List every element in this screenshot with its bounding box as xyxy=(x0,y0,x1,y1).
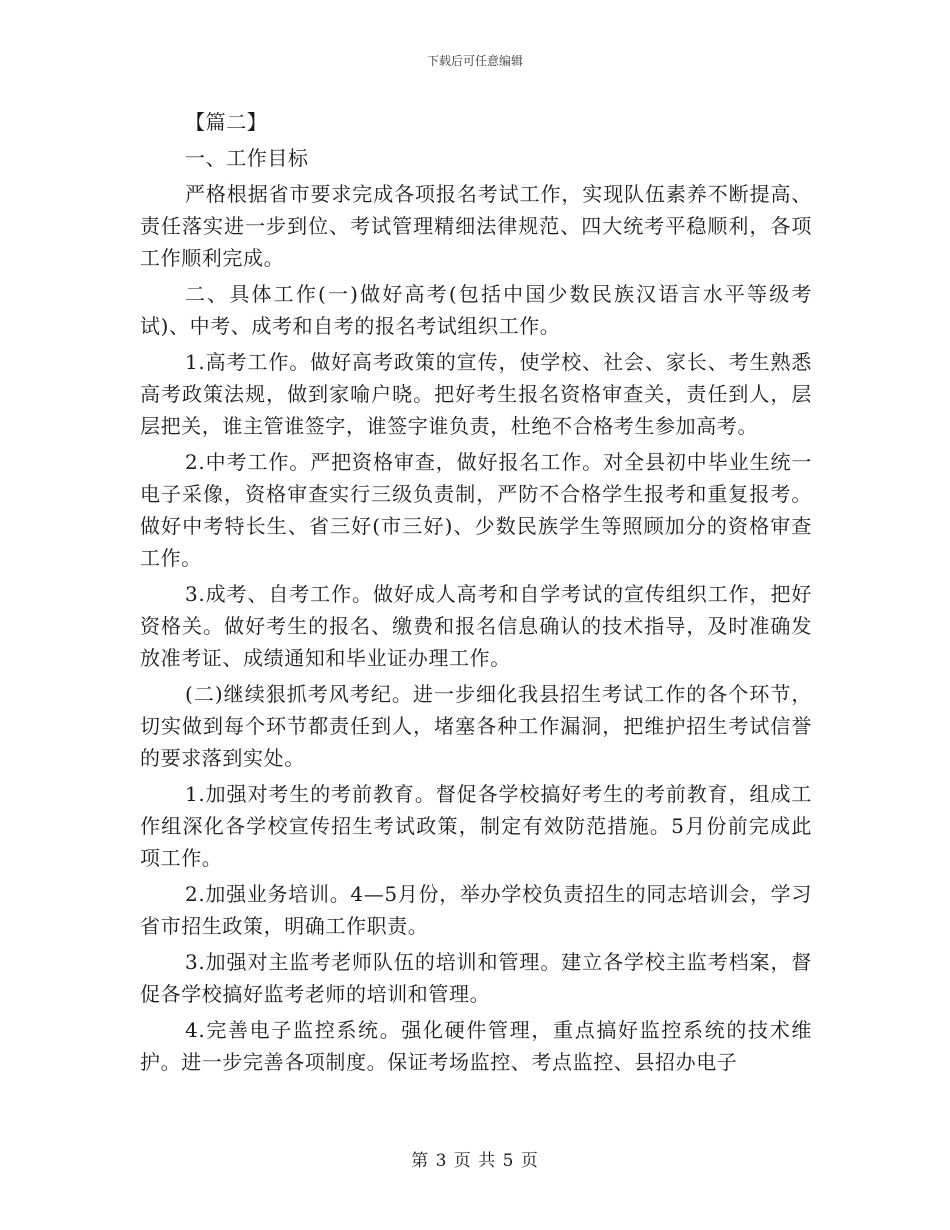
paragraph-pre-exam-education: 1.加强对考生的考前教育。督促各学校搞好考生的考前教育，组成工作组深化各学校宣传招生考试政策，制定有效防范措施。5月份前完成此项工作。 xyxy=(140,782,812,870)
paragraph-specific-work: 二、具体工作(一)做好高考(包括中国少数民族汉语言水平等级考试)、中考、成考和自考的报名考试组织工作。 xyxy=(140,282,812,338)
document-body xyxy=(140,106,812,1082)
paragraph-exam-discipline: (二)继续狠抓考风考纪。进一步细化我县招生考试工作的各个环节，切实做到每个环节都责任到人，堵塞各种工作漏洞，把维护招生考试信誉的要求落到实处。 xyxy=(140,682,812,770)
paragraph-invigilator-management: 3.加强对主监考老师队伍的培训和管理。建立各学校主监考档案，督促各学校搞好监考老师的培训和管理。 xyxy=(140,950,812,1006)
paragraph-gaokao: 1.高考工作。做好高考政策的宣传，使学校、社会、家长、考生熟悉高考政策法规，做到家喻户晓。把好考生报名资格审查关，责任到人，层层把关，谁主管谁签字，谁签字谁负责，杜绝不合格考生参加高考。 xyxy=(140,350,812,438)
paragraph-training: 2.加强业务培训。4—5月份，举办学校负责招生的同志培训会，学习省市招生政策，明确工作职责。 xyxy=(140,882,812,938)
paragraph-zhongkao: 2.中考工作。严把资格审查，做好报名工作。对全县初中毕业生统一电子采像，资格审查实行三级负责制，严防不合格学生报考和重复报考。做好中考特长生、省三好(市三好)、少数民族学生等照顾加分的资格审查工作。 xyxy=(140,450,812,570)
section-heading-part-two: 【篇二】 xyxy=(185,110,268,134)
paragraph-goals: 严格根据省市要求完成各项报名考试工作，实现队伍素养不断提高、责任落实进一步到位、考试管理精细法律规范、四大统考平稳顺利，各项工作顺利完成。 xyxy=(140,182,812,270)
page-number: 第 3 页 共 5 页 xyxy=(411,1151,539,1171)
paragraph-monitoring-system: 4.完善电子监控系统。强化硬件管理，重点搞好监控系统的技术维护。进一步完善各项制度。保证考场监控、考点监控、县招办电子 xyxy=(140,1018,812,1074)
page-header: 下载后可任意编辑 xyxy=(426,54,523,68)
section-heading-work-goals: 一、工作目标 xyxy=(185,146,309,170)
paragraph-adult-exam: 3.成考、自考工作。做好成人高考和自学考试的宣传组织工作，把好资格关。做好考生的报名、缴费和报名信息确认的技术指导，及时准确发放准考证、成绩通知和毕业证办理工作。 xyxy=(140,582,812,670)
